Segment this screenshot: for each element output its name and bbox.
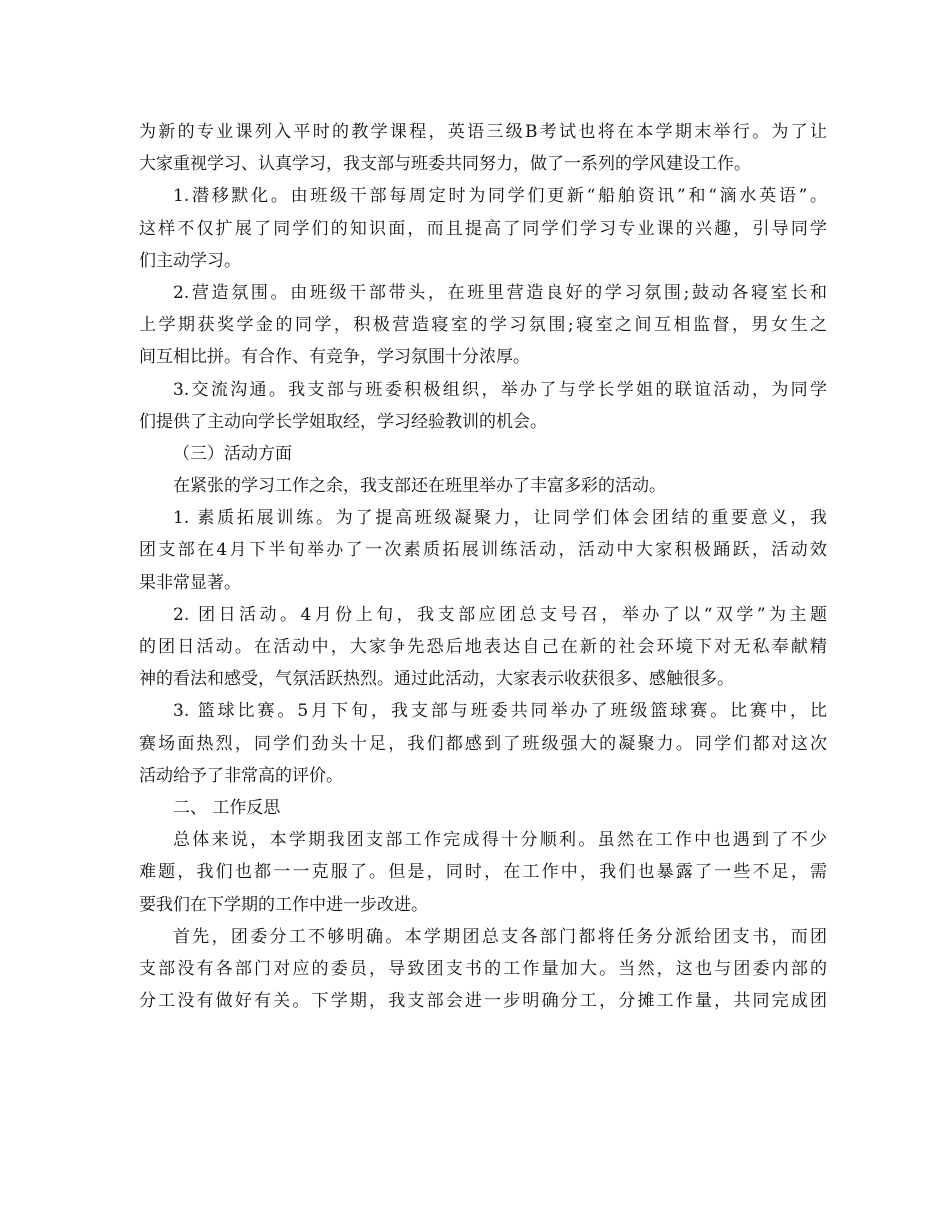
document-text-line: 果非常显著。 [139,572,241,593]
document-text-line: 1. 素质拓展训练。为了提高班级凝聚力，让同学们体会团结的重要意义，我 [173,508,827,529]
document-text-line: 神的看法和感受，气氛活跃热烈。通过此活动，大家表示收获很多、感触很多。 [139,669,734,690]
document-text-line: 3. 篮球比赛。5月下旬，我支部与班委共同举办了班级篮球赛。比赛中，比 [173,701,827,722]
document-text-line: 间互相比拼。有合作、有竞争，学习氛围十分浓厚。 [139,347,530,368]
document-text-line: 们提供了主动向学长学姐取经，学习经验教训的机会。 [139,411,547,432]
document-text-line: 支部没有各部门对应的委员，导致团支书的工作量加大。当然，这也与团委内部的 [139,958,827,979]
document-text-line: 的团日活动。在活动中，大家争先恐后地表达自己在新的社会环境下对无私奉献精 [139,637,827,657]
document-text-line: 2.营造氛围。由班级干部带头，在班里营造良好的学习氛围;鼓动各寝室长和 [173,282,827,303]
document-text-line: 为新的专业课列入平时的教学课程，英语三级B考试也将在本学期末举行。为了让 [139,122,827,142]
document-text-line: 首先，团委分工不够明确。本学期团总支各部门都将任务分派给团支书，而团 [173,926,827,947]
document-text-line: （三）活动方面 [173,443,292,464]
document-text-line: 2. 团日活动。4月份上旬，我支部应团总支号召，举办了以“双学”为主题 [173,604,827,625]
document-text-line: 在紧张的学习工作之余，我支部还在班里举办了丰富多彩的活动。 [173,476,666,497]
document-text-line: 活动给予了非常高的评价。 [139,765,343,786]
document-text-line: 3.交流沟通。我支部与班委积极组织，举办了与学长学姐的联谊活动，为同学 [173,379,827,400]
document-text-line: 大家重视学习、认真学习，我支部与班委共同努力，做了一系列的学风建设工作。 [139,154,751,175]
document-text-line: 这样不仅扩展了同学们的知识面，而且提高了同学们学习专业课的兴趣，引导同学 [139,218,827,239]
document-text-line: 二、 工作反思 [173,797,281,818]
document-text-line: 上学期获奖学金的同学，积极营造寝室的学习氛围;寝室之间互相监督，男女生之 [139,315,827,336]
document-text-line: 总体来说，本学期我团支部工作完成得十分顺利。虽然在工作中也遇到了不少 [173,830,827,851]
document-text-line: 们主动学习。 [139,250,241,271]
document-text-line: 赛场面热烈，同学们劲头十足，我们都感到了班级强大的凝聚力。同学们都对这次 [139,733,827,754]
document-text-line: 分工没有做好有关。下学期，我支部会进一步明确分工，分摊工作量，共同完成团 [139,991,827,1012]
document-text-line: 要我们在下学期的工作中进一步改进。 [139,894,428,915]
document-text-line: 1.潜移默化。由班级干部每周定时为同学们更新“船舶资讯”和“滴水英语”。 [173,186,827,207]
document-text-line: 团支部在4月下半旬举办了一次素质拓展训练活动，活动中大家积极踊跃，活动效 [139,540,827,561]
document-page [139,116,827,1017]
document-text-line: 难题，我们也都一一克服了。但是，同时，在工作中，我们也暴露了一些不足，需 [139,862,827,883]
